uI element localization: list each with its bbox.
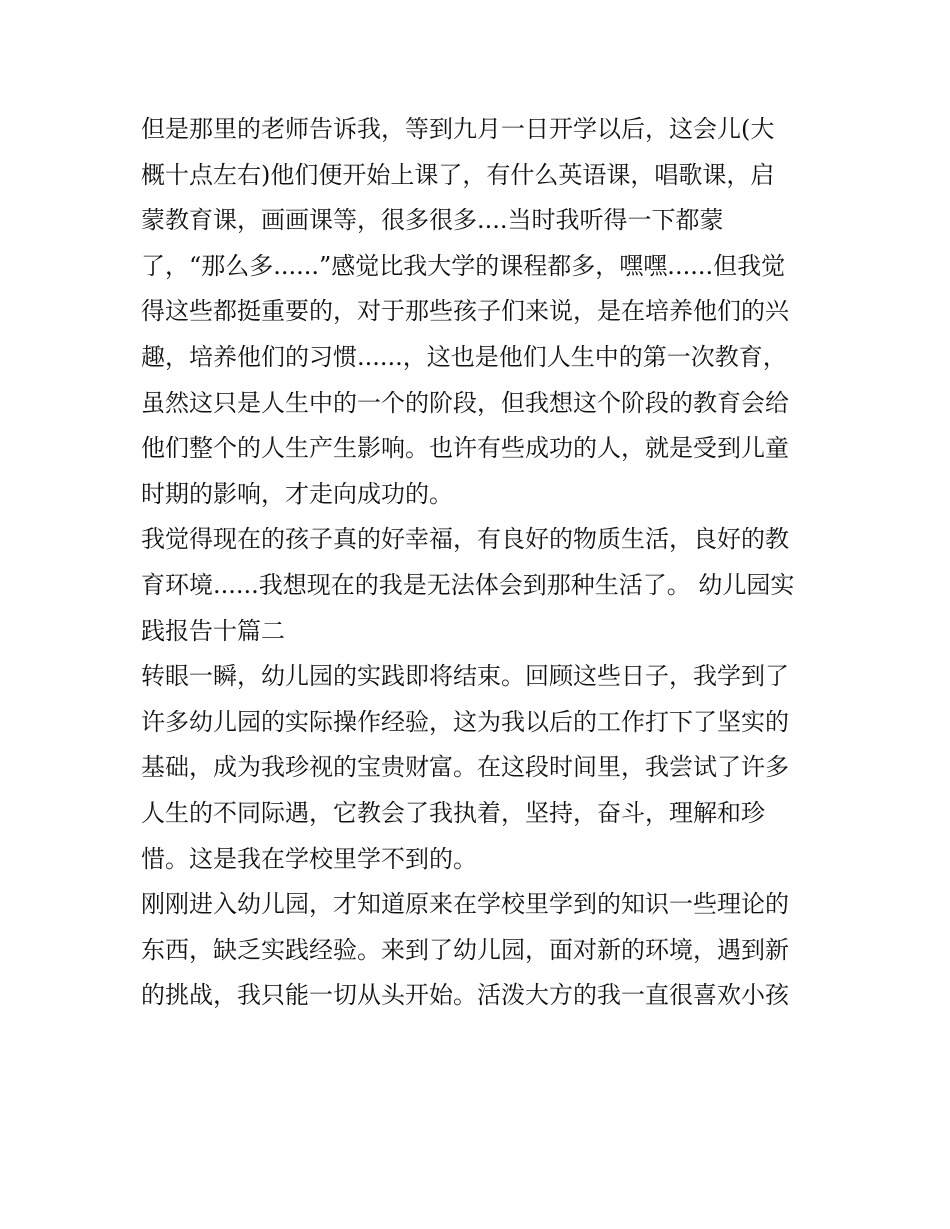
text-line: 刚刚进入幼儿园，才知道原来在学校里学到的知识一些理论的: [141, 890, 789, 919]
text-line: 得这些都挺重要的，对于那些孩子们来说，是在培养他们的兴: [141, 297, 789, 326]
text-line: 虽然这只是人生中的一个的阶段，但我想这个阶段的教育会给: [141, 388, 789, 417]
text-line: 了，“那么多......”感觉比我大学的课程都多，嘿嘿......但我觉: [141, 251, 786, 280]
paragraph-1: [141, 107, 813, 517]
text-line: 转眼一瞬，幼儿园的实践即将结束。回顾这些日子，我学到了: [141, 662, 789, 691]
paragraph-3: [141, 654, 813, 882]
paragraph-4: [141, 882, 813, 1019]
text-line: 他们整个的人生产生影响。也许有些成功的人，就是受到儿童: [141, 434, 789, 463]
text-line: 基础，成为我珍视的宝贵财富。在这段时间里，我尝试了许多: [141, 753, 789, 782]
text-line: 趣，培养他们的习惯......，这也是他们人生中的第一次教育，: [141, 342, 787, 371]
text-line: 概十点左右)他们便开始上课了，有什么英语课，唱歌课，启: [141, 160, 775, 189]
text-line: 人生的不同际遇，它教会了我执着，坚持，奋斗，理解和珍: [141, 798, 765, 827]
text-line: 的挑战，我只能一切从头开始。活泼大方的我一直很喜欢小孩: [141, 981, 789, 1010]
document-body: [141, 107, 813, 1019]
text-line: 惜。这是我在学校里学不到的。: [141, 844, 477, 873]
text-line: 时期的影响，才走向成功的。: [141, 479, 453, 508]
text-line: 我觉得现在的孩子真的好幸福，有良好的物质生活，良好的教: [141, 525, 789, 554]
text-line: 育环境......我想现在的我是无法体会到那种生活了。 幼儿园实: [141, 570, 795, 599]
text-line: 许多幼儿园的实际操作经验，这为我以后的工作打下了坚实的: [141, 707, 789, 736]
section-heading-line: 践报告十篇二: [141, 616, 285, 645]
text-line: 蒙教育课，画画课等，很多很多....当时我听得一下都蒙: [141, 206, 724, 235]
text-line: 东西，缺乏实践经验。来到了幼儿园，面对新的环境，遇到新: [141, 935, 789, 964]
text-line: 但是那里的老师告诉我，等到九月一日开学以后，这会儿(大: [141, 115, 775, 143]
paragraph-2: [141, 517, 813, 654]
